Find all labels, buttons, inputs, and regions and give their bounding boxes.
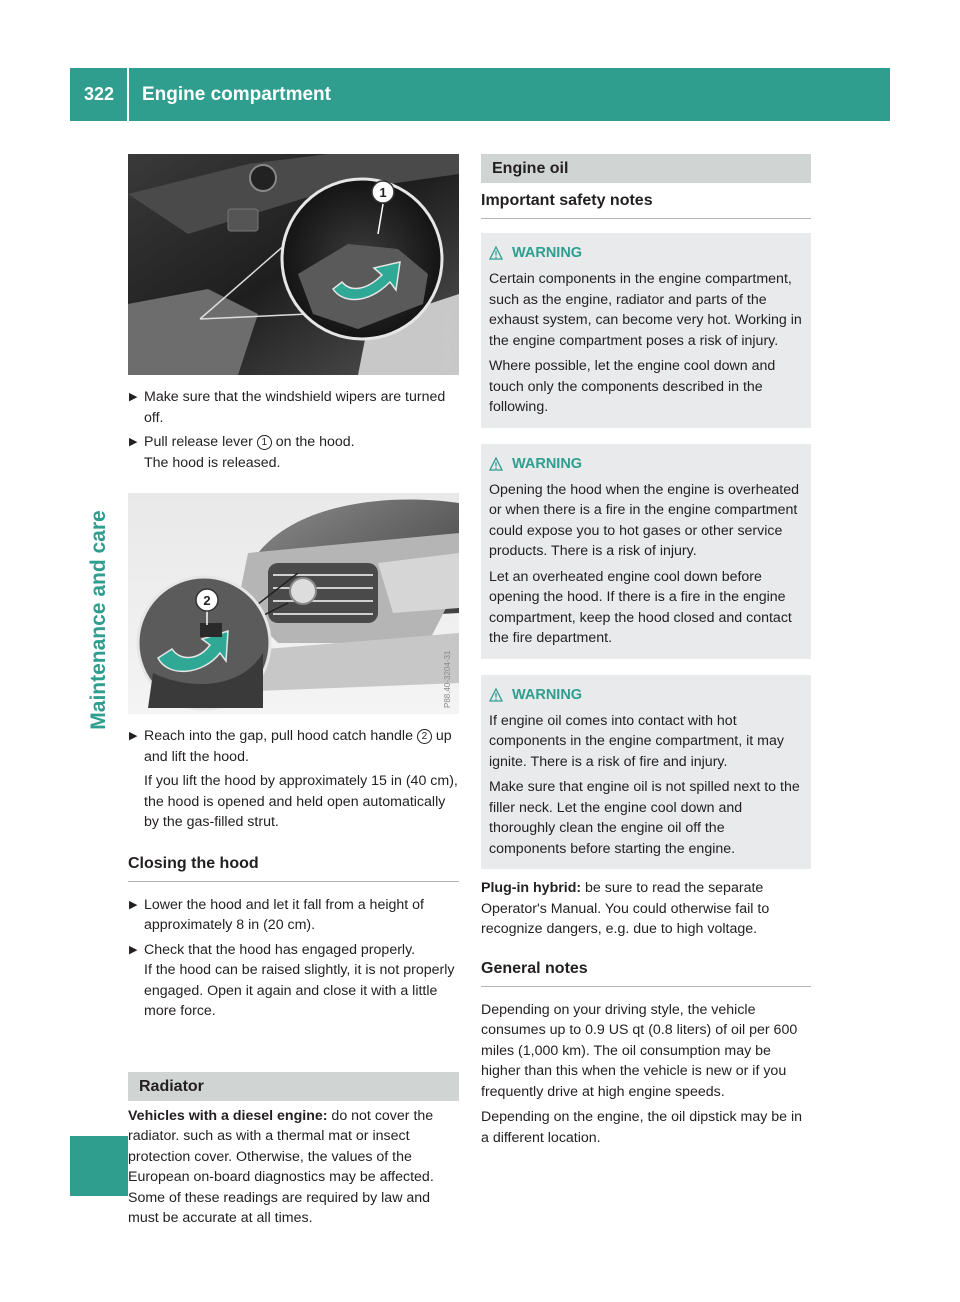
warning-text: If engine oil comes into contact with hot components in the engine compartment, it may ignite. There is a risk of fire and injury. (489, 712, 784, 770)
plugin-hybrid-note: Plug-in hybrid: be sure to read the separate Operator's Manual. You could otherwise fail to recognize dangers, e.g. due to high voltage. (481, 880, 770, 937)
step-lower-hood (128, 895, 459, 936)
step-arrow-icon: ▶ (129, 943, 138, 956)
warning-title: WARNING (489, 243, 803, 263)
step-text: Reach into the gap, pull hood catch handle 2 up and lift the hood. (144, 728, 452, 765)
side-tab-label: Maintenance and care (87, 510, 110, 730)
radiator-paragraph: Vehicles with a diesel engine: do not cover the radiator. such as with a thermal mat or insect protection cover. Otherwise, the values of the European on-board diagnostics may be affected. Some of these readings are required by law and must be accurate at all times. (128, 1107, 434, 1226)
warning-triangle-icon (489, 688, 503, 702)
hood-catch-handle-illustration (128, 493, 459, 714)
right-column (481, 154, 811, 1153)
step-arrow-icon: ▶ (129, 730, 138, 742)
engine-oil-section-heading: Engine oil (481, 154, 811, 183)
step-result: The hood is released. (144, 454, 281, 471)
warning-box-hot-components (481, 233, 811, 428)
safety-notes-heading: Important safety notes (481, 190, 811, 219)
step-text: Check that the hood has engaged properly. (144, 941, 416, 958)
step-text: Lower the hood and let it fall from a height of approximately 8 in (20 cm). (144, 896, 424, 933)
step-arrow-icon: ▶ (129, 898, 138, 911)
warning-title: WARNING (489, 685, 803, 705)
left-column (128, 154, 459, 1229)
warning-text: Opening the hood when the engine is overheated or when there is a fire in the engine compartment could expose you to hot gases or other service products. There is a risk of injury. (489, 481, 799, 559)
header-divider (127, 68, 129, 121)
general-notes-heading: General notes (481, 958, 811, 987)
warning-text: Let an overheated engine cool down before opening the hood. If there is a fire in the engine compartment, keep the hood closed and contact the fire department. (489, 568, 792, 646)
warning-triangle-icon (489, 246, 503, 260)
warning-text: Where possible, let the engine cool down and touch only the components described in the following. (489, 358, 776, 415)
radiator-section-heading: Radiator (128, 1072, 459, 1101)
step-arrow-icon: ▶ (129, 436, 138, 448)
warning-box-engine-oil-fire (481, 675, 811, 870)
callout-1-icon: 1 (257, 435, 272, 450)
side-tab-marker (70, 1136, 128, 1196)
warning-text: Certain components in the engine compartment, such as the engine, radiator and parts of the exhaust system, can become very hot. Working in the engine compartment poses a risk of injury. (489, 271, 802, 349)
step-result: If you lift the hood by approximately 15 in (40 cm), the hood is opened and held open automatically by the gas-filled strut. (144, 773, 458, 830)
warning-text: Make sure that engine oil is not spilled next to the filler neck. Let the engine cool down and thoroughly clean the engine oil off the components before starting the engine. (489, 779, 800, 857)
step-check-hood (128, 940, 459, 1022)
step-text: Pull release lever 1 on the hood. (144, 434, 355, 450)
closing-hood-heading: Closing the hood (128, 853, 459, 882)
figure1-code: P88.40-3203-31 (443, 311, 452, 369)
callout-2-icon: 2 (417, 729, 432, 744)
warning-title: WARNING (489, 454, 803, 474)
step-release-lever (128, 432, 459, 473)
step-arrow-icon: ▶ (129, 391, 138, 403)
step-catch-handle (128, 726, 459, 833)
hood-release-lever-figure (128, 154, 459, 375)
page-number: 322 (83, 84, 115, 104)
figure2-code: P88.40-3204-31 (443, 650, 452, 708)
step-result: If the hood can be raised slightly, it is not properly engaged. Open it again and close it with a little more force. (144, 962, 455, 1019)
step-text: Make sure that the windshield wipers are turned off. (144, 389, 446, 426)
figure1-callout: 1 (379, 185, 387, 200)
hood-release-lever-illustration (128, 154, 459, 375)
general-notes-paragraph: Depending on your driving style, the vehicle consumes up to 0.9 US qt (0.8 liters) of oil per 600 miles (1,000 km). The oil consumption may be higher than this when the vehicle is new or if you frequently drive at high engine speeds. (481, 1001, 798, 1100)
general-notes-paragraph: Depending on the engine, the oil dipstick may be in a different location. (481, 1109, 803, 1146)
hood-catch-handle-figure (128, 493, 459, 714)
page-title: Engine compartment (142, 84, 331, 105)
figure2-callout: 2 (203, 593, 211, 608)
step-wipers (128, 387, 459, 428)
warning-triangle-icon (489, 457, 503, 471)
warning-box-overheated-engine (481, 444, 811, 659)
